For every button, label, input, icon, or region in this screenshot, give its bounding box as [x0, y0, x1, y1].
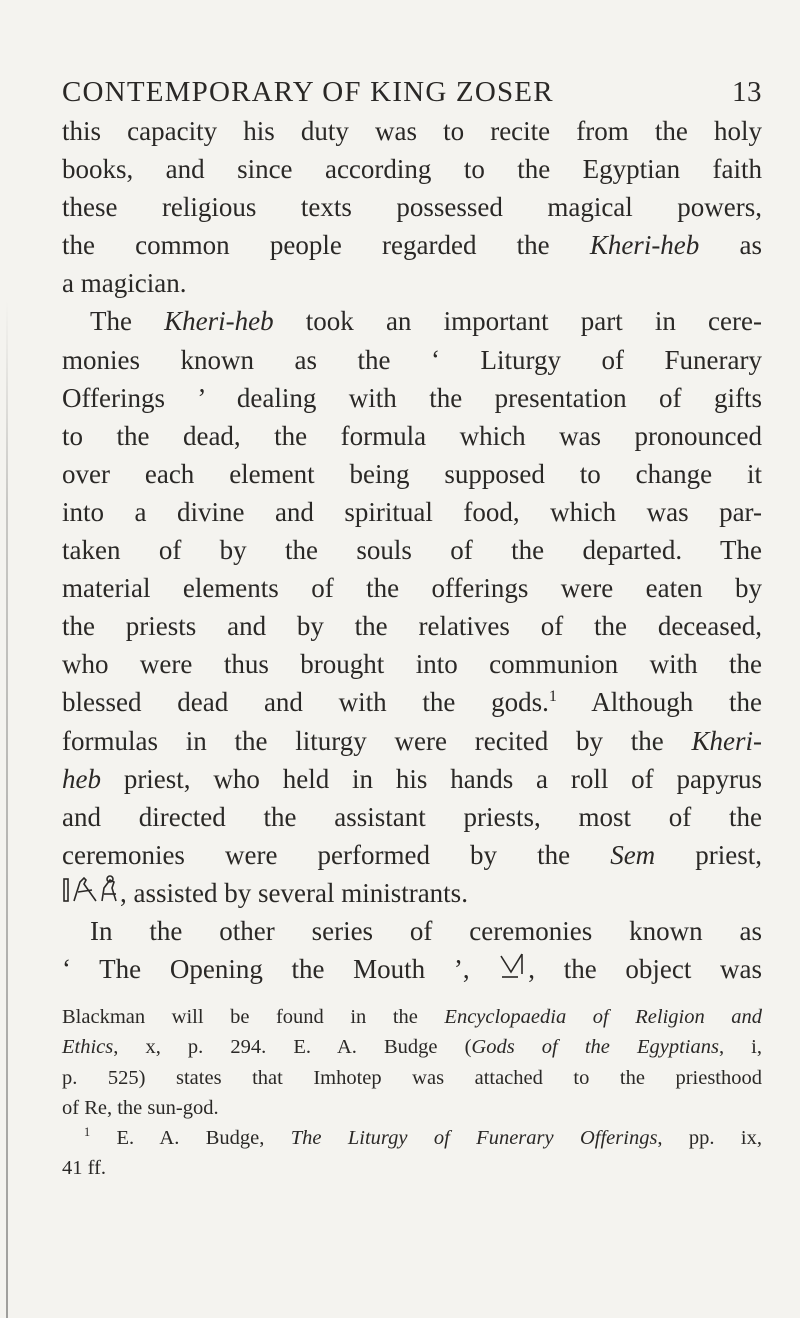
- footnote-line: $^1$ E. A. Budge, The Liturgy of Funerary Offerings, pp. ix,: [84, 1125, 762, 1149]
- text-line: formulas in the liturgy were recited by the Kheri-: [62, 725, 762, 756]
- text-line: taken of by the souls of the departed. The: [62, 535, 762, 566]
- text-line: over each element being supposed to change it: [62, 458, 762, 489]
- footnote-line: of Re, the sun-god.: [62, 1096, 219, 1119]
- running-head-title: CONTEMPORARY OF KING ZOSER: [62, 76, 554, 108]
- italic-term: Kheri-heb: [589, 230, 700, 261]
- footnote-line: Ethics, x, p. 294. E. A. Budge (Gods of the Egyptians, i,: [62, 1036, 762, 1059]
- footnote-line: 41 ff.: [62, 1157, 107, 1180]
- italic-term: heb: [62, 763, 101, 794]
- text-line: this capacity his duty was to recite from the holy: [62, 116, 762, 146]
- running-head: [62, 72, 762, 112]
- page-number: 13: [732, 76, 762, 108]
- footnote-ref: 1: [548, 687, 558, 706]
- text-line: blessed dead and with the gods.$^1$ Although the: [62, 687, 763, 718]
- hieroglyph-opening-mouth-icon: [498, 950, 528, 990]
- footnote-line: Blackman will be found in the Encyclopaedia of Religion and: [62, 1006, 763, 1029]
- text-line: ceremonies were performed by the Sem priest,: [62, 839, 762, 870]
- text-line: Offerings ’ dealing with the presentation of gifts: [62, 382, 762, 413]
- text-line: the priests and by the relatives of the deceased,: [62, 611, 762, 642]
- footnotes: [62, 1002, 762, 1183]
- footnote-number: 1: [84, 1125, 91, 1140]
- footnote-line: p. 525) states that Imhotep was attached to the priesthood: [62, 1066, 762, 1089]
- text-line: ‘ The Opening the Mouth ’, , the object was: [62, 950, 762, 988]
- text-line: books, and since according to the Egyptian faith: [62, 154, 762, 185]
- italic-term: Kheri-heb: [164, 306, 274, 337]
- text-line: The Kheri-heb took an important part in cere-: [90, 306, 762, 337]
- text-line: In the other series of ceremonies known as: [90, 915, 762, 946]
- text-line: , assisted by several ministrants.: [62, 874, 762, 912]
- text-line: and directed the assistant priests, most of the: [62, 801, 762, 832]
- italic-term: Kheri-: [691, 725, 762, 756]
- text-line: material elements of the offerings were eaten by: [62, 573, 762, 604]
- text-line: these religious texts possessed magical powers,: [62, 192, 762, 223]
- text-line: into a divine and spiritual food, which was par-: [62, 496, 762, 527]
- text-line: to the dead, the formula which was pronounced: [62, 420, 762, 451]
- book-page: [62, 72, 762, 1183]
- text-line: a magician.: [62, 268, 187, 299]
- text-line: the common people regarded the Kheri-heb as: [62, 230, 762, 261]
- hieroglyph-sem-priest-icon: [62, 874, 120, 914]
- text-line: monies known as the ‘ Liturgy of Funerary: [62, 344, 762, 375]
- italic-term: Sem: [610, 839, 656, 870]
- text-line: heb priest, who held in his hands a roll of papyrus: [62, 763, 762, 794]
- main-text: [62, 112, 762, 988]
- text-line: who were thus brought into communion with the: [62, 649, 762, 680]
- page-gutter-shadow: [6, 300, 8, 1318]
